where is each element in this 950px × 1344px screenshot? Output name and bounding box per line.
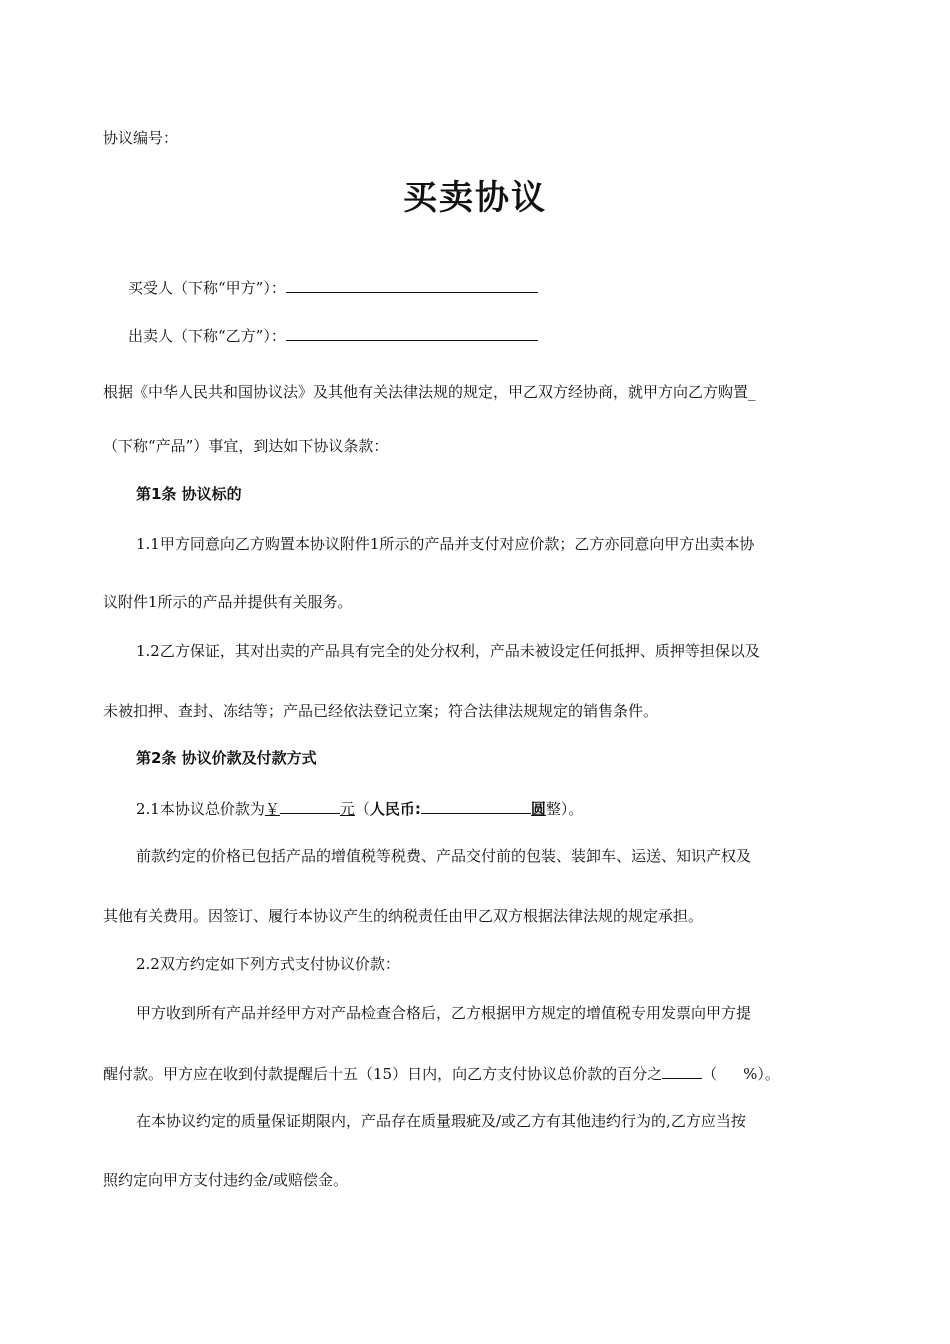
warranty-line-2: 照约定向甲方支付违约金/或赔偿金。 (103, 1171, 349, 1189)
clause-2-1 (136, 797, 583, 819)
seller-line (128, 324, 538, 346)
buyer-name-blank[interactable] (286, 276, 538, 293)
intro-line-2: （下称“产品”）事宜，到达如下协议条款： (103, 437, 389, 455)
clause-1-1-line-1: 1.1甲方同意向乙方购置本协议附件1所示的产品并支付对应价款；乙方亦同意向甲方出卖本协 (136, 535, 755, 553)
payment-line-1: 甲方收到所有产品并经甲方对产品检查合格后，乙方根据甲方规定的增值税专用发票向甲方提 (136, 1004, 752, 1022)
agreement-number-label: 协议编号： (103, 129, 179, 147)
clause-1-1-line-2: 议附件1所示的产品并提供有关服务。 (103, 593, 353, 611)
clause-1-2-line-2: 未被扣押、查封、冻结等；产品已经依法登记立案；符合法律法规规定的销售条件。 (103, 702, 659, 720)
buyer-label: 买受人（下称“甲方”）： (128, 279, 286, 297)
article-1-heading: 第1条 协议标的 (136, 485, 242, 503)
price-note-line-1: 前款约定的价格已包括产品的增值税等税费、产品交付前的包装、装卸车、运送、知识产权及 (136, 847, 752, 865)
article-2-heading: 第2条 协议价款及付款方式 (136, 749, 317, 767)
rmb-amount-blank[interactable] (421, 797, 531, 814)
payment-line-2 (103, 1062, 780, 1084)
rmb-label: 人民币: (369, 800, 421, 818)
price-note-line-2: 其他有关费用。因签订、履行本协议产生的纳税责任由甲乙双方根据法律法规的规定承担。 (103, 907, 704, 925)
clause-1-2-line-1: 1.2乙方保证，其对出卖的产品具有完全的处分权利，产品未被设定任何抵押、质押等担保以及 (136, 642, 760, 660)
clause-2-2: 2.2双方约定如下列方式支付协议价款： (136, 955, 400, 973)
clause-2-1-suffix: 整）。 (545, 800, 584, 818)
price-amount-blank[interactable] (280, 797, 340, 814)
paren-open: （ (354, 800, 370, 818)
percentage-words-blank[interactable] (662, 1062, 702, 1079)
buyer-line (128, 276, 538, 298)
percentage-paren-open: （ (702, 1065, 718, 1083)
yuan-char: 圆 (530, 800, 546, 818)
currency-symbol: ￥ (264, 800, 280, 818)
seller-name-blank[interactable] (286, 324, 538, 341)
seller-label: 出卖人（下称“乙方”）： (128, 327, 286, 345)
payment-line-2-prefix: 醒付款。甲方应在收到付款提醒后十五（15）日内，向乙方支付协议总价款的百分之 (103, 1065, 663, 1083)
clause-2-1-prefix: 2.1本协议总价款为 (136, 800, 265, 818)
warranty-line-1: 在本协议约定的质量保证期限内，产品存在质量瑕疵及/或乙方有其他违约行为的,乙方应当按 (136, 1112, 746, 1130)
intro-line-1: 根据《中华人民共和国协议法》及其他有关法律法规的规定，甲乙双方经协商，就甲方向乙方购置_ (103, 383, 756, 401)
document-title: 买卖协议 (403, 178, 547, 218)
price-unit: 元 (339, 800, 355, 818)
percentage-suffix: %）。 (743, 1065, 780, 1083)
